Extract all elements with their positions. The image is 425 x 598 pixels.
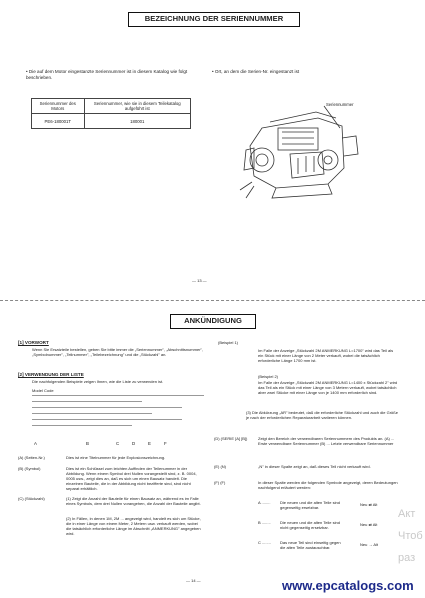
interchange-icon: Neu ⇄ Alt [360, 502, 378, 507]
example-2-text: Im Falle der Anzeige „Stückzahl 2M ANMERKUNG L=1400 x Stückzahl 2" wird das Teil als ein Stück mit einer Länge von 3 Metern verkauft, wobei tatsächlich aber zwei Stücke mit einer Länge von je 1400 mm erforderlich sind. [258, 380, 398, 395]
watermark-text: Чтоб [398, 530, 423, 542]
circle-labels [34, 441, 206, 451]
circle-label: A [34, 441, 37, 446]
section-1-heading: [1] VORWORT [18, 340, 49, 345]
item-d: (D) (SERIE [A] [B]) Zeigt den Bereich der verwendbaren Seriennummern des Produkts an. (A) ... Erste verwendbare Seriennummer (B) ... Letzte verwendbare Seriennummer [214, 436, 395, 446]
sample-line [32, 425, 132, 426]
page-divider [0, 300, 425, 301]
item-f: (F) (F) In dieser Spalte werden die folgenden Symbole angezeigt, deren Bedeutungen nachfolgend erläutert werden: [214, 480, 398, 490]
item-b: (B) (Symbol) Dies ist ein Schlüssel zum leichten Auffinden der Teilenummer in der Abbildung. Wenn einem Symbol drei Nullen vorangestellt sind, z. B. 0004, 0005 usw., zeigt dies an, daß es sich um einen Bausatz handelt. Die einzelnen Bauteile, die in der Abbildung nicht bezifferte sind, sind nicht separat erhältlich. [18, 466, 197, 491]
symbol-b: B ........ Die neuen und die alten Teile sind nicht gegenseitig ersetzbar. Neu ⇄ Alt [258, 520, 378, 530]
page14-number: — 14 — [186, 578, 201, 583]
item-c: (C) (Stückzahl) (1) Zeigt die Anzahl der Bauteile für einen Bausatz an, während es im Falle eines Symbols, dem drei Nullen vorangehen, die Anzahl der Bauteile angibt. [18, 496, 201, 506]
engine-illustration [232, 98, 368, 210]
example-2-title: (Beispiel 2) [258, 374, 279, 379]
sample-line [32, 401, 142, 402]
watermark-text: раз [398, 552, 416, 564]
sample-line [32, 395, 204, 396]
symbol-c: C ........ Das neue Teil sind einseitig gegen die alten Teile austauschbar. Neu → Alt [258, 540, 379, 550]
example-1-title: (Beispiel 1) [218, 340, 239, 345]
circle-label: B [86, 441, 89, 446]
section-1-text: Wenn Sie Ersatzteile bestellen, geben Sie bitte immer die „Seriennummer", „Abschnittsnummer", „Symbolnummer", „Teilnummer", „Teilebezeichnung" und die „Stückzahl" an. [32, 347, 204, 357]
example-1-text: Im Falle der Anzeige „Stückzahl 2M ANMERKUNG L=1700" wird das Teil als ein Stück mit einer Länge von 2 Meter verkauft, wobei die tatsächlich erforderliche Länge 1700 mm ist. [258, 348, 394, 363]
serial-callout: Seriennummer [326, 102, 354, 107]
sample-line [32, 407, 182, 408]
circle-label: F [164, 441, 167, 446]
symbol-a: A ........ Die neuen und die alten Teile sind gegenseitig ersetzbar. Neu ⇄ Alt [258, 500, 378, 510]
circle-label: C [116, 441, 120, 446]
page13-number: — 13 — [192, 278, 207, 283]
sample-line [32, 419, 182, 420]
table-header-cell: Seriennummer, wie sie in diesem Teilekatalog aufgeführt ist [84, 99, 190, 114]
item-a: (A) (Seiten-Nr.) Dies ist eine Titelnummer für jede Explosionszeichnung. [18, 455, 166, 460]
circle-label: E [148, 441, 151, 446]
table-header-cell: Seriennummer des Motors [32, 99, 85, 114]
footer-link[interactable]: www.epcatalogs.com [282, 578, 414, 593]
serial-table [31, 98, 191, 129]
item-e: (E) (N) „N" in dieser Spalte zeigt an, daß dieses Teil nicht verkauft wird. [214, 464, 371, 469]
page13-title: BEZEICHNUNG DER SERIENNUMMER [128, 12, 300, 27]
table-cell: PE6-180001T [32, 114, 85, 129]
sample-header: Model Code [32, 388, 54, 393]
table-cell: 180001 [84, 114, 190, 129]
circle-label: D [132, 441, 136, 446]
item-3: (3) Die Abkürzung „AR" bedeutet, daß die erforderliche Stückzahl und auch die Größe je nach der erforderlichen Reparaturarbeit variieren können. [246, 410, 398, 420]
watermark-text: Акт [398, 508, 416, 520]
item-c2: (2) In Fällen, in denen 1M, 2M ... angezeigt wird, handelt es sich um Stücke, die in einer Länge von einem Meter, 2 Metern usw. verkauft werden, wobei die tatsächlich erforderliche Länge im Abschnitt „ANMERKUNG" angegeben wird. [66, 516, 201, 536]
section-2-heading: [2] VERWENDUNG DER LISTE [18, 372, 84, 377]
sample-line [32, 413, 152, 414]
table-row [32, 114, 191, 129]
bullet-right: • Ort, an dem die Serien-Nr. eingestanzt ist [212, 69, 300, 74]
sample-parts-list [32, 388, 204, 438]
bullet-left: • Die auf dem Motor eingestanzte Seriennummer ist in diesem Katalog wie folgt beschrieben. [26, 69, 188, 80]
table-header-row [32, 99, 191, 114]
interchange-icon: Neu → Alt [360, 542, 379, 547]
section-2-text: Die nachfolgenden Beispiele zeigen Ihnen, wie die Liste zu verwenden ist. [32, 379, 164, 384]
interchange-icon: Neu ⇄ Alt [360, 522, 378, 527]
page14-title: ANKÜNDIGUNG [170, 314, 256, 329]
